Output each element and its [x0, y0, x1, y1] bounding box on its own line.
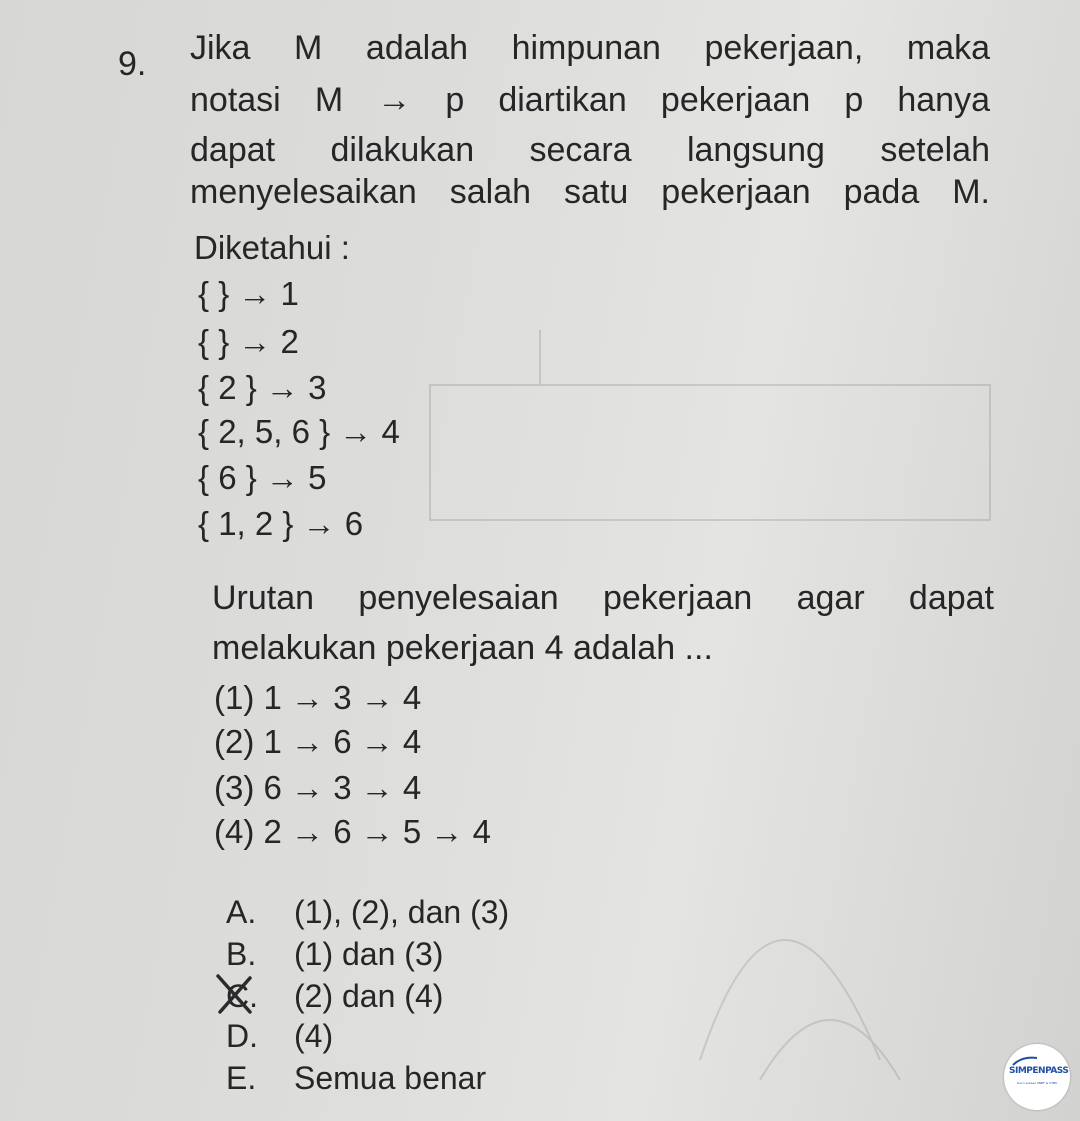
choice-d[interactable]	[226, 1016, 333, 1056]
statement-1: (1) 1 → 3 → 4	[214, 679, 422, 716]
question-text-line-4: menyelesaikan salah satu pekerjaan pada M.	[190, 173, 990, 211]
given-item-6: { 1, 2 } → 6	[198, 505, 364, 542]
choice-e-letter: E.	[226, 1060, 257, 1096]
logo-name: SIMPENPASS	[1009, 1066, 1069, 1076]
given-label: Diketahui :	[194, 229, 350, 266]
choice-b-letter: B.	[226, 936, 257, 972]
question-text-line-2: notasi M → p diartikan pekerjaan p hanya	[190, 81, 990, 119]
answer-cross-mark-icon	[214, 972, 254, 1016]
choice-e-text: Semua benar	[294, 1060, 487, 1096]
logo-tagline: kunci sukses SNBT & UTBK	[1016, 1081, 1058, 1085]
choice-c-text: (2) dan (4)	[294, 978, 444, 1014]
statement-3: (3) 6 → 3 → 4	[214, 769, 422, 806]
statement-4: (4) 2 → 6 → 5 → 4	[214, 813, 491, 850]
statement-2: (2) 1 → 6 → 4	[214, 723, 422, 760]
logo-swoosh-icon	[1012, 1056, 1038, 1066]
choice-a[interactable]	[226, 892, 509, 932]
choice-e[interactable]	[226, 1058, 486, 1098]
question-text-line-1: Jika M adalah himpunan pekerjaan, maka	[190, 29, 990, 67]
question-text-line-3: dapat dilakukan secara langsung setelah	[190, 131, 990, 169]
choice-c-letter: C.	[226, 978, 258, 1014]
choice-a-text: (1), (2), dan (3)	[294, 894, 510, 930]
watermark-logo	[1004, 1044, 1070, 1110]
given-item-2: { } → 2	[198, 323, 299, 360]
choice-d-letter: D.	[226, 1018, 258, 1054]
prompt-line-1: Urutan penyelesaian pekerjaan agar dapat	[212, 579, 994, 617]
prompt-line-2: melakukan pekerjaan 4 adalah ...	[212, 629, 713, 667]
choice-b-text: (1) dan (3)	[294, 936, 444, 972]
choice-a-letter: A.	[226, 894, 257, 930]
choice-d-text: (4)	[294, 1018, 334, 1054]
given-item-1: { } → 1	[198, 275, 299, 312]
question-number: 9.	[118, 45, 147, 83]
given-item-5: { 6 } → 5	[198, 459, 327, 496]
given-item-4: { 2, 5, 6 } → 4	[198, 413, 400, 450]
choice-c[interactable]	[226, 976, 443, 1016]
choice-b[interactable]	[226, 934, 443, 974]
given-item-3: { 2 } → 3	[198, 369, 327, 406]
